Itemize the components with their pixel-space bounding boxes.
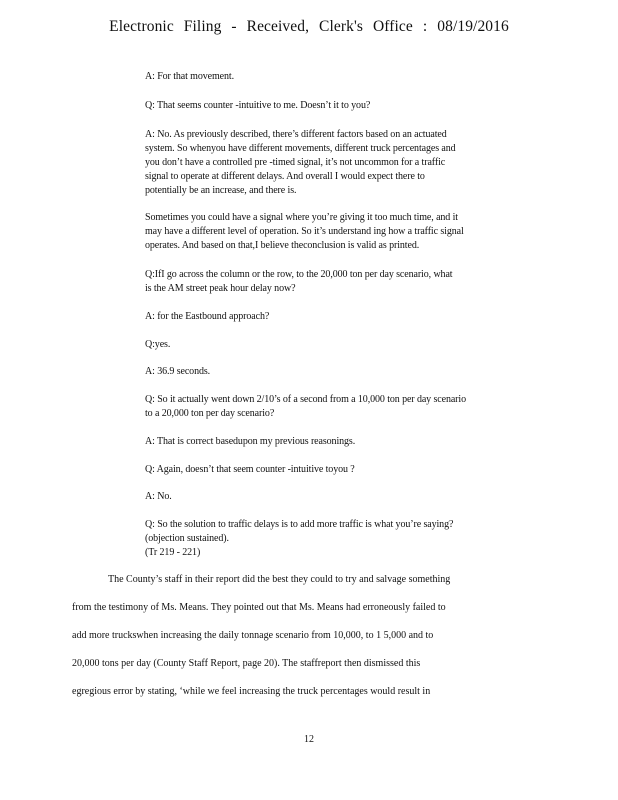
transcript-line: A: For that movement. (145, 71, 234, 82)
transcript-line: A: No. (145, 491, 172, 502)
transcript-block-1 (145, 70, 545, 84)
transcript-block-11 (145, 463, 545, 477)
transcript-block-12 (145, 490, 545, 504)
transcript-block-2 (145, 99, 545, 113)
transcript-block-10 (145, 435, 545, 449)
paragraph-line: The County’s staff in their report did the best they could to try and salvage something (108, 574, 451, 585)
transcript-block-13 (145, 518, 545, 560)
transcript-block-8 (145, 365, 545, 379)
transcript-line: system. So whenyou have different movements, different truck percentages and (145, 143, 456, 154)
filing-stamp-header: Electronic Filing - Received, Clerk's Office : 08/19/2016 (109, 18, 509, 35)
paragraph-line: add more truckswhen increasing the daily tonnage scenario from 10,000, to 1 5,000 and to (72, 630, 434, 641)
transcript-line: you don’t have a controlled pre -timed signal, it’s not uncommon for a traffic (145, 157, 446, 168)
paragraph-line: egregious error by stating, ‘while we feel increasing the truck percentages would result in (72, 686, 431, 697)
body-paragraph (72, 566, 532, 706)
transcript-line: operates. And based on that,I believe theconclusion is valid as printed. (145, 240, 420, 251)
transcript-line: (objection sustained). (145, 533, 229, 544)
transcript-block-5 (145, 268, 545, 296)
transcript-line: potentially be an increase, and there is. (145, 185, 297, 196)
transcript-line: Sometimes you could have a signal where you’re giving it too much time, and it (145, 212, 458, 223)
transcript-line: is the AM street peak hour delay now? (145, 283, 296, 294)
transcript-line: Q: Again, doesn’t that seem counter -intuitive toyou ? (145, 464, 355, 475)
transcript-line: A: That is correct basedupon my previous reasonings. (145, 436, 356, 447)
transcript-line: A: 36.9 seconds. (145, 366, 211, 377)
transcript-line: (Tr 219 - 221) (145, 547, 201, 558)
transcript-block-7 (145, 338, 545, 352)
transcript-line: A: No. As previously described, there’s different factors based on an actuated (145, 129, 447, 140)
transcript-line: signal to operate at different delays. And overall I would expect there to (145, 171, 425, 182)
transcript-block-3 (145, 128, 545, 198)
transcript-block-9 (145, 393, 545, 421)
transcript-block-6 (145, 310, 545, 324)
transcript-block-4 (145, 211, 545, 253)
transcript-line: may have a different level of operation. So it’s understand ing how a traffic signal (145, 226, 464, 237)
transcript-line: Q: That seems counter -intuitive to me. Doesn’t it to you? (145, 100, 371, 111)
transcript-line: Q: So it actually went down 2/10’s of a second from a 10,000 ton per day scenario (145, 394, 466, 405)
paragraph-line: 20,000 tons per day (County Staff Report, page 20). The staffreport then dismissed this (72, 658, 421, 669)
transcript-line: A: for the Eastbound approach? (145, 311, 270, 322)
transcript-line: Q: So the solution to traffic delays is to add more traffic is what you’re saying? (145, 519, 454, 530)
transcript-line: Q:IfI go across the column or the row, to the 20,000 ton per day scenario, what (145, 269, 453, 280)
page-number: 12 (304, 734, 314, 745)
transcript-line: to a 20,000 ton per day scenario? (145, 408, 275, 419)
paragraph-line: from the testimony of Ms. Means. They pointed out that Ms. Means had erroneously failed to (72, 602, 446, 613)
transcript-line: Q:yes. (145, 339, 171, 350)
